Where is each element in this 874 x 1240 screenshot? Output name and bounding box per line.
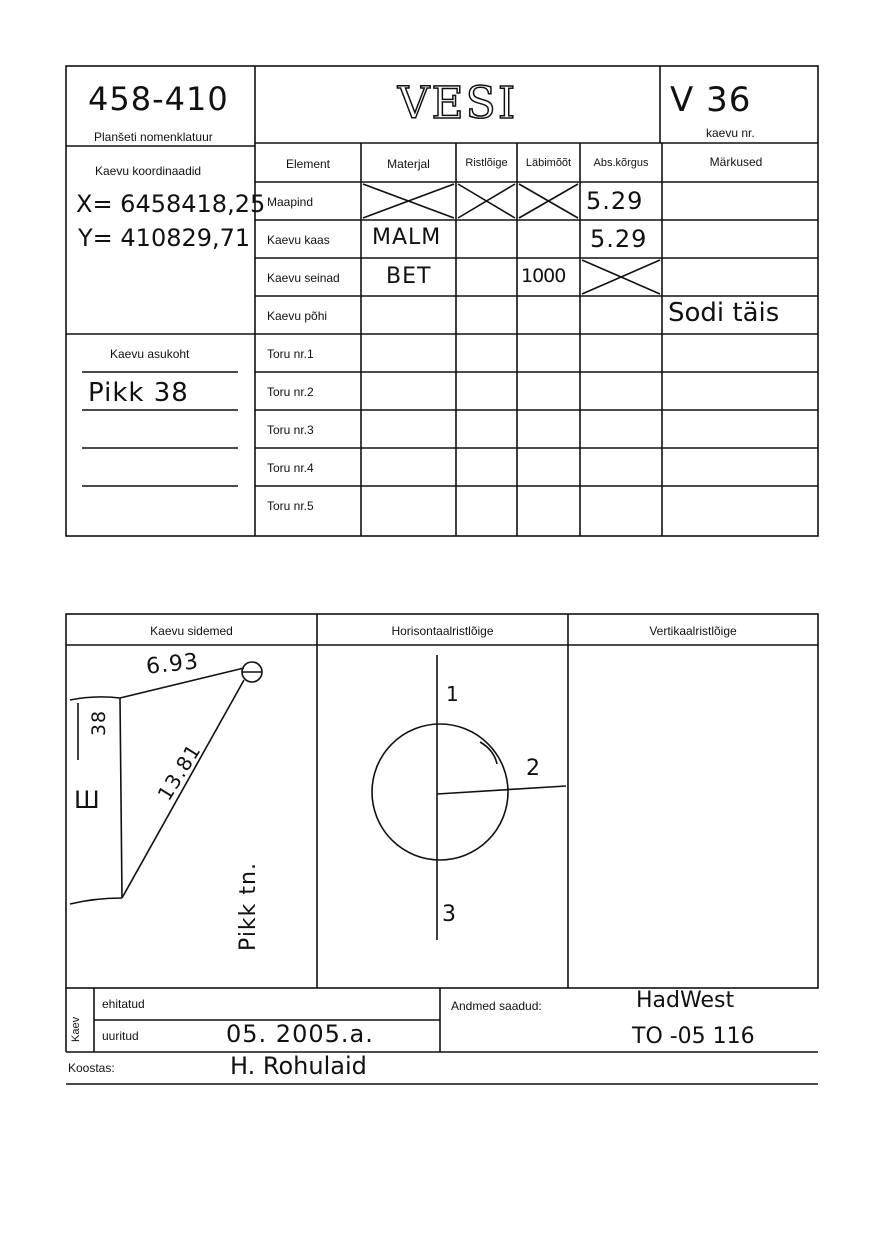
well-number: V 36: [670, 80, 752, 120]
kaev-label: Kaev: [70, 1016, 82, 1042]
table-row-element: Kaevu kaas: [267, 233, 330, 247]
table-row-element: Toru nr.2: [267, 385, 314, 399]
compiled-label: Koostas:: [68, 1061, 115, 1075]
plan-number: 458-410: [88, 80, 229, 118]
surveyed-value: 05. 2005.a.: [226, 1020, 374, 1048]
col-header-section: Ristlõige: [465, 157, 508, 169]
col-header-notes: Märkused: [709, 155, 763, 169]
source-value-code: TO -05 116: [632, 1024, 755, 1049]
source-value-company: HadWest: [636, 988, 735, 1013]
table-row-element: Toru nr.4: [267, 461, 314, 475]
table-cell-material: BET: [386, 264, 432, 289]
street-label: Pikk tn.: [235, 862, 261, 951]
tie-side-distance: 38: [88, 709, 111, 737]
building-mark: Ш: [74, 786, 101, 814]
well-number-label: kaevu nr.: [706, 126, 755, 140]
coord-y: Y= 410829,71: [78, 224, 251, 252]
col-header-material: Materjal: [387, 157, 430, 171]
table-cell-material: MALM: [372, 225, 442, 250]
form-title: VESI: [397, 78, 518, 129]
table-row-element: Toru nr.1: [267, 347, 314, 361]
table-cell-diameter: 1000: [521, 265, 566, 287]
table-row-element: Toru nr.3: [267, 423, 314, 437]
pipe-label-1: 1: [446, 682, 460, 706]
compiled-value: H. Rohulaid: [230, 1052, 367, 1080]
source-label: Andmed saadud:: [451, 999, 542, 1013]
location-value: Pikk 38: [88, 378, 189, 408]
vertical-panel-label: Vertikaalristlõige: [649, 624, 737, 638]
table-cell-note: Sodi täis: [668, 298, 780, 328]
table-row-element: Kaevu põhi: [267, 309, 328, 323]
coord-x: X= 6458418,25: [76, 190, 266, 218]
pipe-label-2: 2: [526, 756, 541, 781]
table-row-element: Maapind: [267, 195, 314, 209]
col-header-height: Abs.kõrgus: [593, 157, 649, 169]
tie-top-distance: 6.93: [144, 649, 201, 680]
table-row-element: Kaevu seinad: [267, 271, 340, 285]
col-header-diameter: Läbimõõt: [525, 157, 572, 169]
surveyed-label: uuritud: [102, 1029, 139, 1043]
pipe-label-3: 3: [442, 902, 457, 927]
location-label: Kaevu asukoht: [110, 347, 190, 361]
horizontal-panel-label: Horisontaalristlõige: [391, 624, 494, 638]
plan-label: Planšeti nomenklatuur: [94, 130, 213, 144]
ties-panel-label: Kaevu sidemed: [150, 624, 233, 638]
col-header-element: Element: [285, 157, 331, 171]
built-label: ehitatud: [102, 997, 145, 1011]
table-cell-height: 5.29: [590, 225, 648, 253]
table-row-element: Toru nr.5: [267, 499, 314, 513]
table-cell-height: 5.29: [586, 187, 644, 215]
tie-diagonal-distance: 13.81: [152, 739, 206, 805]
coords-label: Kaevu koordinaadid: [95, 164, 202, 178]
